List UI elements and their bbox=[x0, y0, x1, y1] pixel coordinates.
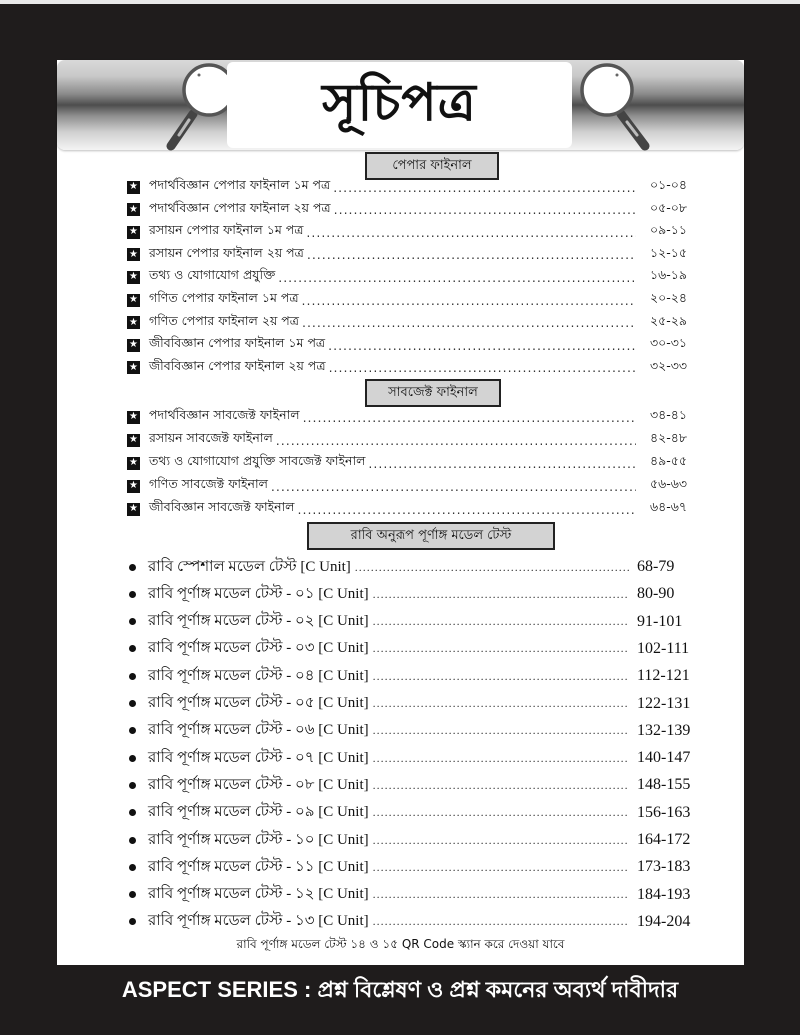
dot-leader bbox=[276, 433, 636, 448]
entry-label: জীববিজ্ঞান পেপার ফাইনাল ১ম পত্র bbox=[149, 335, 326, 351]
top-strip bbox=[0, 0, 800, 4]
entry-label: গণিত পেপার ফাইনাল ২য় পত্র bbox=[149, 312, 299, 328]
entry-pages: 132-139 bbox=[637, 721, 691, 739]
star-icon: ★ bbox=[127, 503, 140, 516]
toc-entry[interactable] bbox=[129, 911, 695, 933]
toc-card bbox=[57, 60, 744, 965]
toc-entry[interactable] bbox=[127, 476, 687, 496]
section-header-model-test: রাবি অনুরূপ পূর্ণাঙ্গ মডেল টেস্ট bbox=[307, 522, 555, 550]
entry-pages: ৩২-৩৩ bbox=[649, 357, 687, 373]
dot-leader bbox=[373, 778, 629, 793]
qr-note: রাবি পূর্ণাঙ্গ মডেল টেস্ট ১৪ ও ১৫ QR Code স্ক্যান করে দেওয়া যাবে bbox=[236, 937, 565, 951]
toc-entry[interactable] bbox=[129, 583, 695, 605]
entry-pages: 148-155 bbox=[637, 776, 691, 794]
toc-entry[interactable] bbox=[127, 200, 687, 220]
entry-pages: 140-147 bbox=[637, 749, 691, 767]
toc-entry[interactable] bbox=[129, 829, 695, 851]
entry-label: গণিত পেপার ফাইনাল ১ম পত্র bbox=[149, 290, 299, 305]
magnifier-icon bbox=[577, 62, 667, 152]
title-box bbox=[227, 62, 572, 148]
entry-label: পদার্থবিজ্ঞান পেপার ফাইনাল ১ম পত্র bbox=[149, 177, 331, 192]
bullet-icon bbox=[129, 700, 136, 707]
dot-leader bbox=[373, 751, 629, 766]
bullet-icon bbox=[129, 918, 136, 925]
entry-pages: 68-79 bbox=[637, 558, 675, 575]
bullet-icon bbox=[129, 809, 136, 816]
toc-entry[interactable] bbox=[127, 245, 687, 265]
entry-pages: ৪২-৪৮ bbox=[650, 430, 687, 445]
entry-pages: 102-111 bbox=[637, 639, 690, 657]
entry-label: রাবি পূর্ণাঙ্গ মডেল টেস্ট - ০৯ [C Unit] bbox=[148, 804, 369, 821]
entry-label: রাবি পূর্ণাঙ্গ মডেল টেস্ট - ১৩ [C Unit] bbox=[148, 913, 369, 930]
entry-label: রাবি পূর্ণাঙ্গ মডেল টেস্ট - ০২ [C Unit] bbox=[148, 613, 369, 630]
entry-pages: 122-131 bbox=[637, 694, 691, 712]
dot-leader bbox=[373, 805, 629, 820]
entry-pages: 194-204 bbox=[637, 912, 691, 930]
star-icon: ★ bbox=[127, 294, 140, 307]
dot-leader bbox=[278, 270, 636, 285]
toc-entry[interactable] bbox=[129, 802, 695, 824]
toc-entry[interactable] bbox=[129, 720, 695, 742]
toc-entry[interactable] bbox=[127, 499, 687, 519]
entry-label: রাবি পূর্ণাঙ্গ মডেল টেস্ট - ০৪ [C Unit] bbox=[148, 667, 369, 684]
star-icon: ★ bbox=[127, 434, 140, 447]
dot-leader bbox=[328, 338, 636, 353]
entry-pages: ৩৪-৪১ bbox=[650, 407, 687, 422]
page-title: সূচিপত্র bbox=[322, 72, 477, 133]
entry-label: রাবি পূর্ণাঙ্গ মডেল টেস্ট - ০৫ [C Unit] bbox=[148, 695, 369, 711]
entry-pages: 173-183 bbox=[637, 858, 691, 876]
dot-leader bbox=[271, 479, 636, 494]
dot-leader bbox=[373, 587, 629, 602]
dot-leader bbox=[373, 641, 629, 656]
toc-entry[interactable] bbox=[127, 177, 687, 197]
toc-entry[interactable] bbox=[127, 267, 687, 287]
dot-leader bbox=[302, 315, 636, 330]
entry-label: তথ্য ও যোগাযোগ প্রযুক্তি bbox=[149, 267, 276, 283]
bullet-icon bbox=[129, 837, 136, 844]
toc-entry[interactable] bbox=[127, 335, 687, 355]
dot-leader bbox=[329, 360, 636, 375]
toc-entry[interactable] bbox=[129, 774, 695, 796]
toc-entry[interactable] bbox=[129, 665, 695, 687]
entry-pages: 164-172 bbox=[637, 831, 691, 848]
dot-leader bbox=[306, 225, 636, 240]
entry-label: রাবি পূর্ণাঙ্গ মডেল টেস্ট - ১২ [C Unit] bbox=[148, 886, 369, 903]
entry-label: পদার্থবিজ্ঞান সাবজেক্ট ফাইনাল bbox=[149, 407, 300, 422]
entry-pages: 156-163 bbox=[637, 803, 691, 821]
entry-pages: ৪৯-৫৫ bbox=[650, 453, 687, 468]
toc-entry[interactable] bbox=[129, 884, 695, 906]
dot-leader bbox=[373, 887, 629, 902]
dot-leader bbox=[368, 456, 636, 471]
entry-label: রসায়ন পেপার ফাইনাল ২য় পত্র bbox=[149, 244, 304, 260]
star-icon: ★ bbox=[127, 361, 140, 374]
toc-entry[interactable] bbox=[127, 313, 687, 333]
entry-pages: ৫৬-৬৩ bbox=[649, 476, 687, 491]
star-icon: ★ bbox=[127, 271, 140, 284]
entry-pages: ১৬-১৯ bbox=[650, 267, 687, 283]
header-band bbox=[57, 60, 744, 150]
star-icon: ★ bbox=[127, 411, 140, 424]
entry-pages: ২০-২৪ bbox=[649, 290, 687, 305]
dot-leader bbox=[373, 914, 629, 929]
dot-leader bbox=[355, 560, 629, 575]
entry-pages: ০৯-১১ bbox=[650, 222, 687, 238]
entry-pages: ৩০-৩১ bbox=[649, 335, 687, 351]
star-icon: ★ bbox=[127, 181, 140, 194]
star-icon: ★ bbox=[127, 316, 140, 329]
toc-entry[interactable] bbox=[129, 556, 695, 578]
dot-leader bbox=[373, 723, 629, 738]
entry-label: গণিত সাবজেক্ট ফাইনাল bbox=[149, 476, 268, 491]
dot-leader bbox=[307, 247, 636, 262]
dot-leader bbox=[298, 502, 637, 517]
bullet-icon bbox=[129, 755, 136, 762]
star-icon: ★ bbox=[127, 457, 140, 470]
section-header-subject-final: সাবজেক্ট ফাইনাল bbox=[365, 379, 501, 407]
toc-entry[interactable] bbox=[127, 290, 687, 310]
bullet-icon bbox=[129, 782, 136, 789]
entry-label: পদার্থবিজ্ঞান পেপার ফাইনাল ২য় পত্র bbox=[149, 199, 331, 215]
toc-entry[interactable] bbox=[127, 430, 687, 450]
toc-entry[interactable] bbox=[129, 856, 695, 878]
entry-pages: ০১-০৪ bbox=[650, 177, 687, 192]
dot-leader bbox=[333, 180, 636, 195]
entry-label: রাবি পূর্ণাঙ্গ মডেল টেস্ট - ০১ [C Unit] bbox=[148, 585, 369, 602]
dot-leader bbox=[302, 293, 636, 308]
dot-leader bbox=[334, 202, 636, 217]
entry-label: জীববিজ্ঞান পেপার ফাইনাল ২য় পত্র bbox=[149, 357, 326, 373]
bullet-icon bbox=[129, 864, 136, 871]
dot-leader bbox=[373, 669, 629, 684]
bullet-icon bbox=[129, 564, 136, 571]
dot-leader bbox=[373, 860, 629, 875]
entry-pages: 184-193 bbox=[637, 885, 691, 903]
entry-label: রসায়ন সাবজেক্ট ফাইনাল bbox=[149, 430, 273, 445]
entry-pages: 112-121 bbox=[637, 667, 690, 685]
footer-tagline: ASPECT SERIES : প্রশ্ন বিশ্লেষণ ও প্রশ্ন কমনের অব্যর্থ দাবীদার bbox=[121, 977, 679, 1002]
toc-entry[interactable] bbox=[127, 407, 687, 427]
dot-leader bbox=[303, 410, 636, 425]
dot-leader bbox=[373, 833, 629, 848]
toc-entry[interactable] bbox=[129, 747, 695, 769]
bullet-icon bbox=[129, 591, 136, 598]
toc-entry[interactable] bbox=[129, 638, 695, 660]
entry-pages: ৬৪-৬৭ bbox=[649, 499, 687, 514]
star-icon: ★ bbox=[127, 339, 140, 352]
entry-pages: 80-90 bbox=[637, 585, 675, 603]
entry-label: রাবি পূর্ণাঙ্গ মডেল টেস্ট - ০৬ [C Unit] bbox=[148, 722, 369, 739]
entry-pages: ০৫-০৮ bbox=[650, 199, 687, 215]
toc-entry[interactable] bbox=[129, 693, 695, 715]
toc-entry[interactable] bbox=[127, 358, 687, 378]
section-header-paper-final: পেপার ফাইনাল bbox=[365, 152, 499, 180]
entry-label: রাবি পূর্ণাঙ্গ মডেল টেস্ট - ০৮ [C Unit] bbox=[148, 776, 369, 793]
entry-pages: 91-101 bbox=[637, 612, 683, 630]
entry-pages: ২৫-২৯ bbox=[650, 312, 687, 328]
entry-label: রাবি স্পেশাল মডেল টেস্ট [C Unit] bbox=[148, 558, 351, 575]
toc-entry[interactable] bbox=[129, 611, 695, 633]
dot-leader bbox=[373, 614, 629, 629]
star-icon: ★ bbox=[127, 226, 140, 239]
star-icon: ★ bbox=[127, 203, 140, 216]
entry-label: রাবি পূর্ণাঙ্গ মডেল টেস্ট - ১০ [C Unit] bbox=[148, 831, 369, 848]
star-icon: ★ bbox=[127, 480, 140, 493]
entry-pages: ১২-১৫ bbox=[650, 244, 687, 260]
toc-entry[interactable] bbox=[127, 222, 687, 242]
bullet-icon bbox=[129, 618, 136, 625]
dot-leader bbox=[373, 696, 629, 711]
bullet-icon bbox=[129, 727, 136, 734]
entry-label: তথ্য ও যোগাযোগ প্রযুক্তি সাবজেক্ট ফাইনাল bbox=[149, 453, 366, 468]
toc-entry[interactable] bbox=[127, 453, 687, 473]
entry-label: রাবি পূর্ণাঙ্গ মডেল টেস্ট - ১১ [C Unit] bbox=[148, 858, 369, 875]
entry-label: রসায়ন পেপার ফাইনাল ১ম পত্র bbox=[149, 222, 304, 238]
bullet-icon bbox=[129, 645, 136, 652]
bullet-icon bbox=[129, 673, 136, 680]
star-icon: ★ bbox=[127, 248, 140, 261]
entry-label: জীববিজ্ঞান সাবজেক্ট ফাইনাল bbox=[149, 499, 295, 514]
bullet-icon bbox=[129, 891, 136, 898]
entry-label: রাবি পূর্ণাঙ্গ মডেল টেস্ট - ০৩ [C Unit] bbox=[148, 640, 369, 657]
entry-label: রাবি পূর্ণাঙ্গ মডেল টেস্ট - ০৭ [C Unit] bbox=[148, 749, 369, 766]
